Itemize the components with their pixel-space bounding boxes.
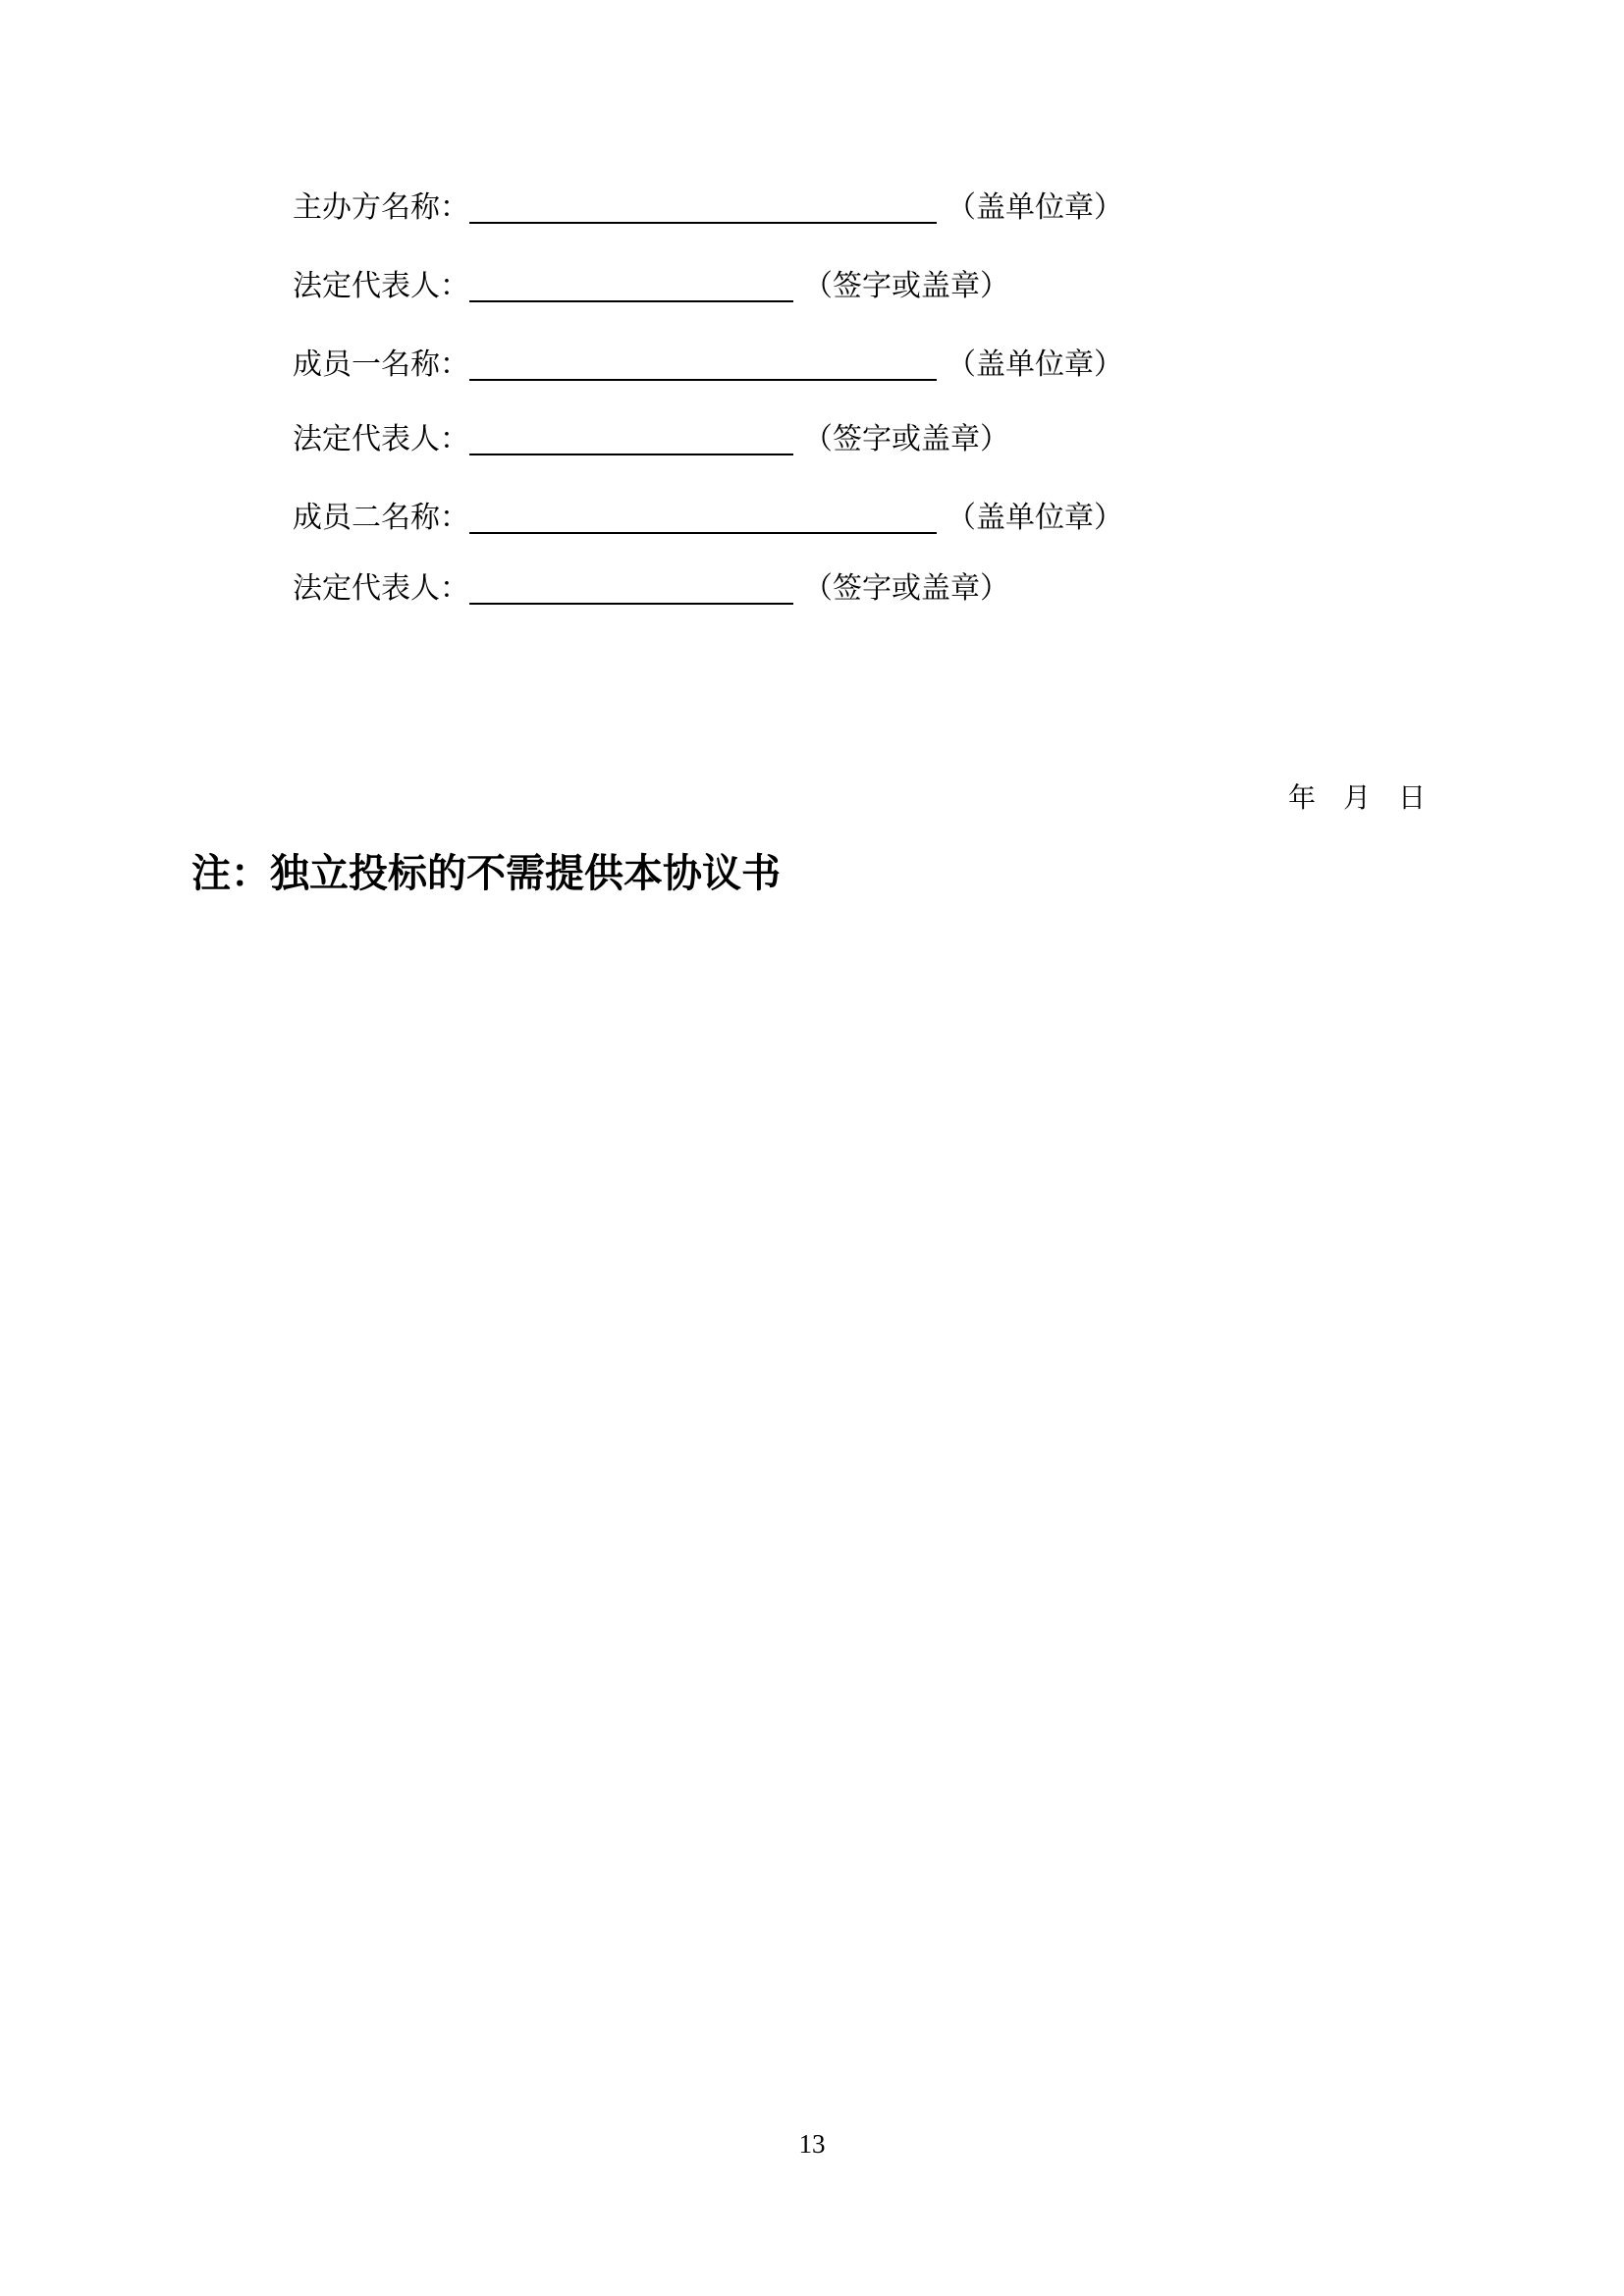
blank-underline [469,300,793,302]
field-label: 成员一名称： [293,348,469,381]
seal-note: （盖单位章） [947,502,1123,534]
signature-row-host-representative [293,272,1009,302]
blank-underline [469,603,793,605]
signature-row-host-name [293,193,1123,224]
date-line: 年 月 日 [1288,783,1427,814]
blank-underline [469,454,793,455]
field-label: 法定代表人： [293,270,469,302]
blank-underline [469,222,937,224]
signature-row-member2-representative [293,574,1009,605]
seal-note: （签字或盖章） [803,270,1009,302]
page-number: 13 [798,2129,826,2159]
seal-note: （签字或盖章） [803,572,1009,605]
field-label: 主办方名称： [293,191,469,224]
signature-row-member1-representative [293,425,1009,455]
field-label: 法定代表人： [293,572,469,605]
seal-note: （盖单位章） [947,348,1123,381]
field-label: 成员二名称： [293,502,469,534]
signature-row-member1-name [293,350,1123,381]
signature-row-member2-name [293,504,1123,534]
note-line: 注：独立投标的不需提供本协议书 [191,851,781,895]
blank-underline [469,379,937,381]
seal-note: （盖单位章） [947,191,1123,224]
seal-note: （签字或盖章） [803,423,1009,455]
field-label: 法定代表人： [293,423,469,455]
blank-underline [469,532,937,534]
